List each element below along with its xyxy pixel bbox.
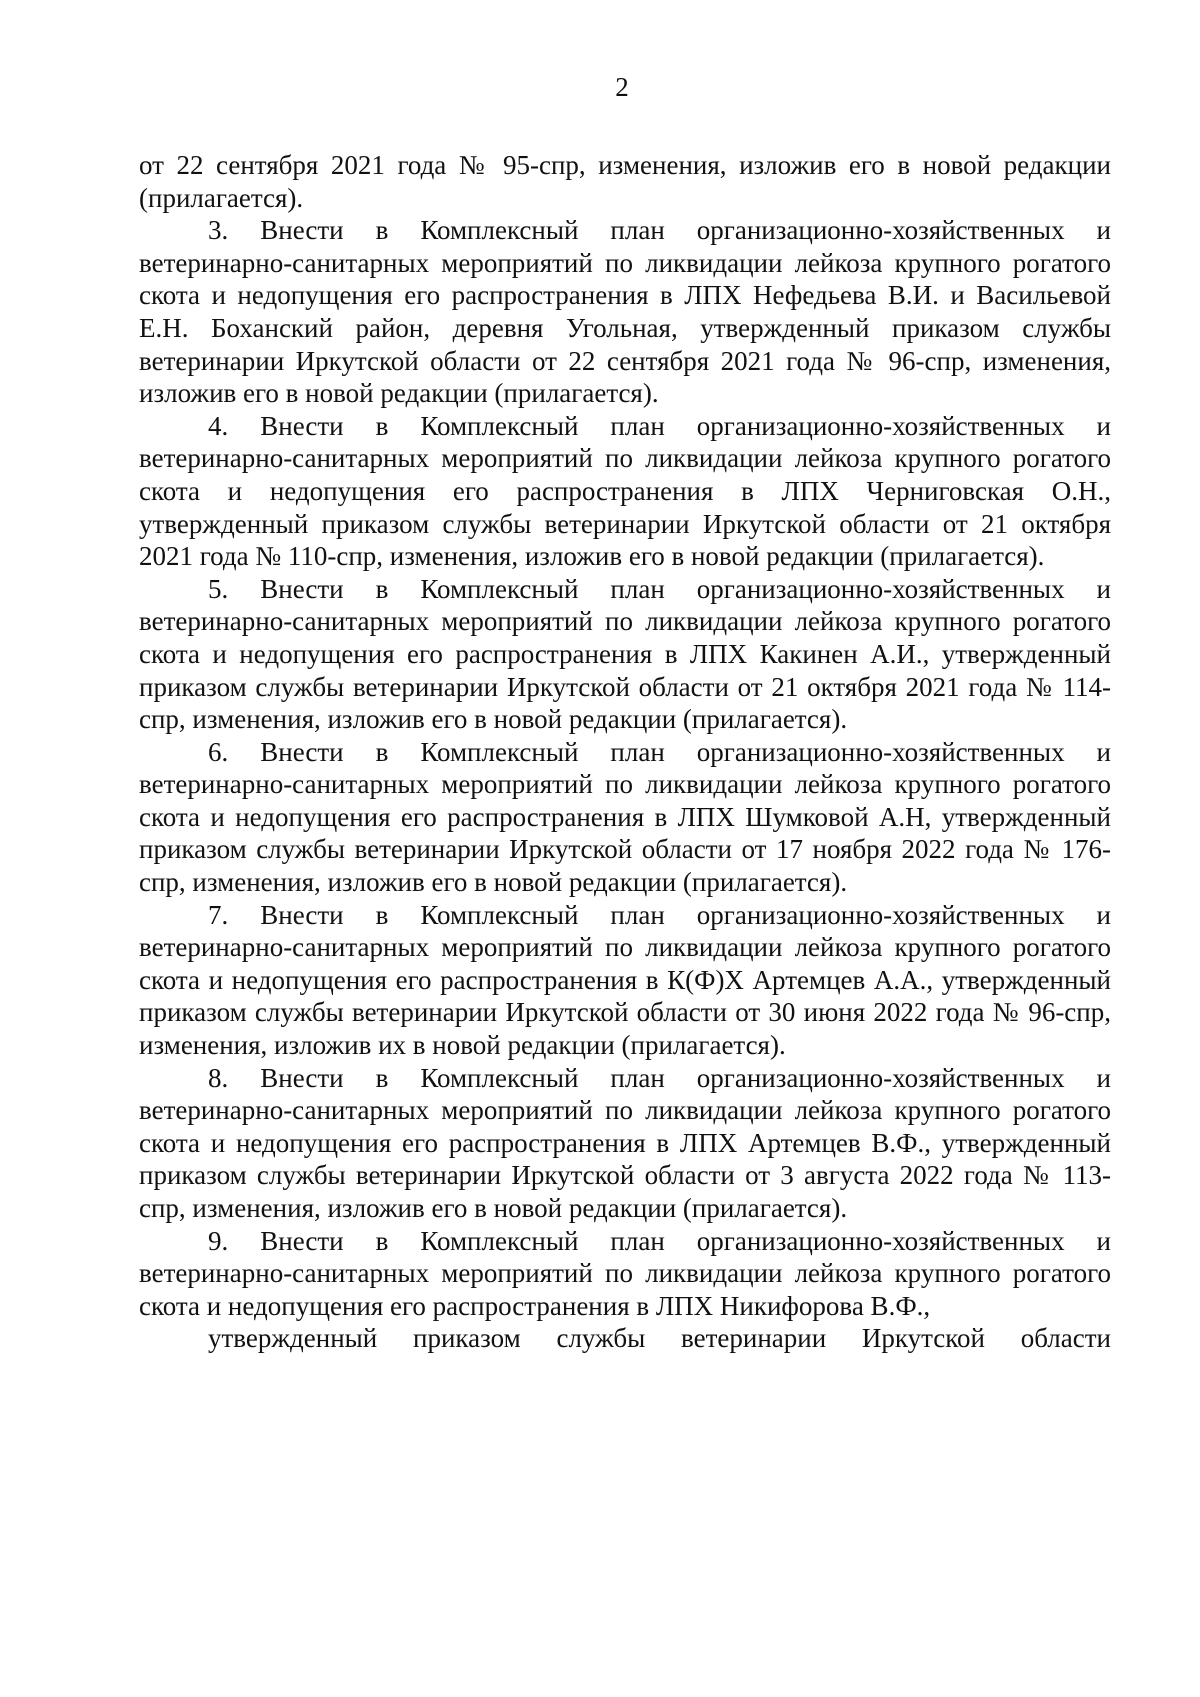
paragraph-number: 4. bbox=[208, 410, 229, 441]
paragraph-number: 5. bbox=[208, 573, 229, 604]
paragraph-number: 6. bbox=[208, 736, 229, 767]
paragraph-text: Внести в Комплексный план организационно-хозяйственных и ветеринарно-санитарных мероприятий по ликвидации лейкоза крупного рогатого скота и недопущения его распространения в ЛПХ Черниговская О.Н., утвержденный приказом службы ветеринарии Иркутской области от 21 октября 2021 года № 110-спр, изменения, изложив его в новой редакции (прилагается). bbox=[139, 410, 1112, 572]
lead-paragraph: от 22 сентября 2021 года № 95-спр, изменения, изложив его в новой редакции (прилагается). bbox=[139, 150, 1111, 213]
paragraph-trailing-line: утвержденный приказом службы ветеринарии Иркутской области bbox=[208, 1323, 1111, 1354]
document-body bbox=[139, 149, 1111, 1355]
paragraph-text: Внести в Комплексный план организационно-хозяйственных и ветеринарно-санитарных мероприятий по ликвидации лейкоза крупного рогатого скота и недопущения его распространения в К(Ф)Х Артемцев А.А., утвержденный приказом службы ветеринарии Иркутской области от 30 июня 2022 года № 96-спр, изменения, изложив их в новой редакции (прилагается). bbox=[139, 899, 1112, 1061]
paragraph-text: Внести в Комплексный план организационно-хозяйственных и ветеринарно-санитарных мероприятий по ликвидации лейкоза крупного рогатого скота и недопущения его распространения в ЛПХ Какинен А.И., утвержденный приказом службы ветеринарии Иркутской области от 21 октября 2021 года № 114-спр, изменения, изложив его в новой редакции (прилагается). bbox=[139, 573, 1112, 735]
paragraph-number: 9. bbox=[208, 1225, 229, 1256]
numbered-paragraph bbox=[139, 736, 1111, 899]
paragraph-text: Внести в Комплексный план организационно-хозяйственных и ветеринарно-санитарных мероприятий по ликвидации лейкоза крупного рогатого скота и недопущения его распространения в ЛПХ Никифорова В.Ф., bbox=[139, 1225, 1112, 1321]
numbered-paragraph bbox=[139, 410, 1111, 573]
numbered-paragraph bbox=[139, 573, 1111, 736]
paragraph-text: Внести в Комплексный план организационно-хозяйственных и ветеринарно-санитарных мероприятий по ликвидации лейкоза крупного рогатого скота и недопущения его распространения в ЛПХ Артемцев В.Ф., утвержденный приказом службы ветеринарии Иркутской области от 3 августа 2022 года № 113-спр, изменения, изложив его в новой редакции (прилагается). bbox=[139, 1062, 1112, 1223]
numbered-paragraph bbox=[139, 214, 1111, 410]
paragraph-number: 7. bbox=[208, 899, 229, 930]
numbered-paragraph bbox=[139, 899, 1111, 1062]
page-number: 2 bbox=[615, 72, 629, 102]
numbered-items bbox=[139, 214, 1111, 1224]
paragraph-text: Внести в Комплексный план организационно-хозяйственных и ветеринарно-санитарных мероприятий по ликвидации лейкоза крупного рогатого скота и недопущения его распространения в ЛПХ Шумковой А.Н, утвержденный приказом службы ветеринарии Иркутской области от 17 ноября 2022 года № 176-спр, изменения, изложив его в новой редакции (прилагается). bbox=[139, 736, 1112, 898]
paragraph-number: 8. bbox=[208, 1062, 229, 1093]
paragraph-text: Внести в Комплексный план организационно-хозяйственных и ветеринарно-санитарных мероприятий по ликвидации лейкоза крупного рогатого скота и недопущения его распространения в ЛПХ Нефедьева В.И. и Васильевой Е.Н. Боханский район, деревня Угольная, утвержденный приказом службы ветеринарии Иркутской области от 22 сентября 2021 года № 96-спр, изменения, изложив его в новой редакции (прилагается). bbox=[139, 215, 1112, 409]
numbered-paragraph-last bbox=[139, 1225, 1111, 1355]
numbered-paragraph bbox=[139, 1062, 1111, 1225]
paragraph-number: 3. bbox=[208, 215, 229, 246]
